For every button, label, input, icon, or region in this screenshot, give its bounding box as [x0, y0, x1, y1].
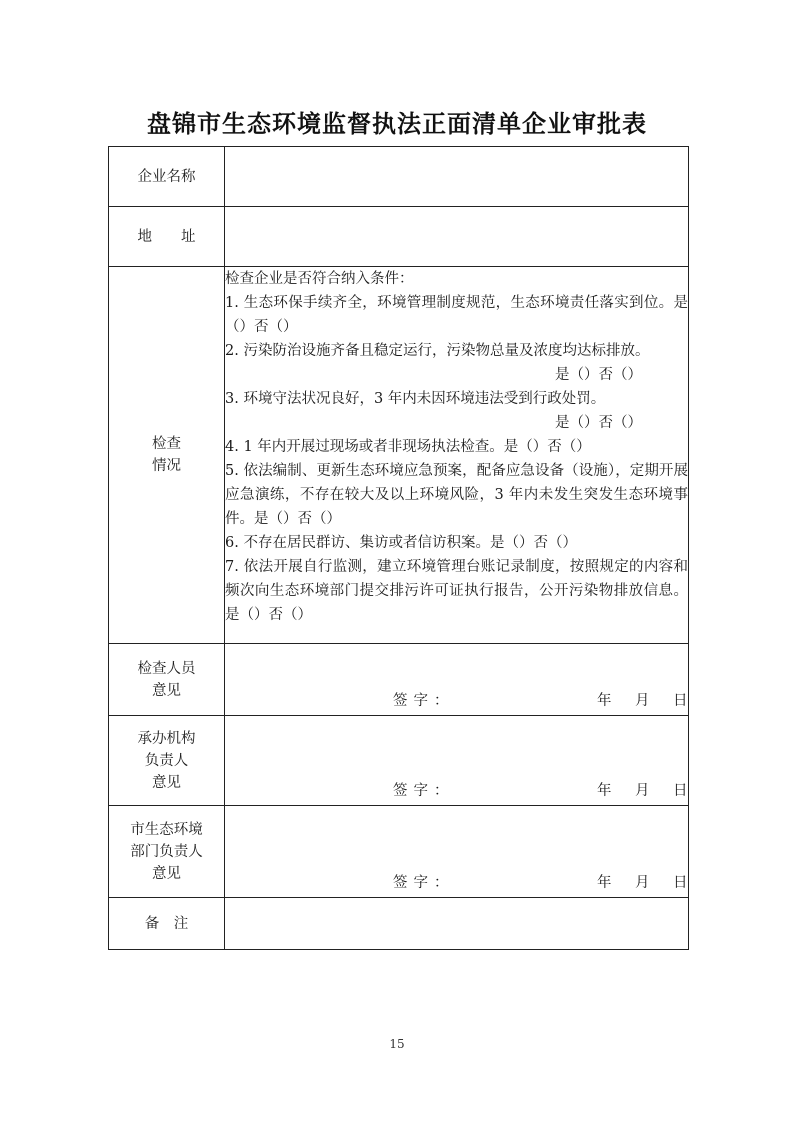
- address-label: 地 址: [109, 207, 225, 267]
- row-address: [109, 207, 689, 267]
- agency-opinion-label-line-3: 意见: [152, 774, 181, 791]
- inspector-opinion-label-line-1: 检查人员: [137, 660, 196, 677]
- remark-field[interactable]: [225, 898, 689, 950]
- dept-opinion-label-line-1: 市生态环境: [130, 821, 203, 838]
- inspector-opinion-field[interactable]: [225, 644, 689, 716]
- inspection-item-7: 7. 依法开展自行监测，建立环境管理台账记录制度，按照规定的内容和频次向生态环境部门提交排污许可证执行报告，公开污染物排放信息。是（）否（）: [225, 559, 688, 623]
- inspection-label-line-2: 情况: [152, 458, 181, 474]
- agency-opinion-label: [109, 716, 225, 806]
- dept-opinion-label: [109, 806, 225, 898]
- dept-opinion-label-line-2: 部门负责人: [130, 843, 203, 860]
- day-label: 日: [673, 875, 688, 891]
- row-dept-opinion: [109, 806, 689, 898]
- remark-label: 备 注: [109, 898, 225, 950]
- inspection-label-line-1: 检查: [152, 436, 181, 452]
- row-inspection: [109, 267, 689, 644]
- inspection-item-2: 2. 污染防治设施齐备且稳定运行，污染物总量及浓度均达标排放。: [225, 343, 650, 359]
- inspection-item-1: 1. 生态环保手续齐全，环境管理制度规范，生态环境责任落实到位。是（）否（）: [225, 295, 688, 335]
- form-title: 盘锦市生态环境监督执法正面清单企业审批表: [147, 110, 647, 138]
- signature-label: 签字：: [393, 875, 455, 891]
- inspection-content: [225, 267, 689, 644]
- inspection-item-3: 3. 环境守法状况良好，3 年内未因环境违法受到行政处罚。: [225, 391, 606, 407]
- approval-form-table: [108, 146, 689, 950]
- agency-opinion-label-line-2: 负责人: [144, 752, 189, 769]
- row-remark: [109, 898, 689, 950]
- signature-line: [225, 871, 688, 893]
- agency-opinion-field[interactable]: [225, 716, 689, 806]
- signature-label: 签字：: [393, 783, 455, 799]
- row-inspector-opinion: [109, 644, 689, 716]
- enterprise-name-field[interactable]: [225, 147, 689, 207]
- year-label: 年: [597, 783, 612, 799]
- address-field[interactable]: [225, 207, 689, 267]
- inspection-item-4: 4. 1 年内开展过现场或者非现场执法检查。是（）否（）: [225, 439, 591, 455]
- inspection-label: [109, 267, 225, 644]
- day-label: 日: [673, 783, 688, 799]
- row-agency-opinion: [109, 716, 689, 806]
- inspection-item-6: 6. 不存在居民群访、集访或者信访积案。是（）否（）: [225, 535, 577, 551]
- page-number: 15: [389, 1037, 405, 1051]
- inspection-item-3-answer[interactable]: 是（）否（）: [555, 415, 642, 431]
- inspector-opinion-label: [109, 644, 225, 716]
- month-label: 月: [635, 875, 650, 891]
- signature-line: [225, 779, 688, 801]
- signature-line: [225, 689, 688, 711]
- dept-opinion-field[interactable]: [225, 806, 689, 898]
- dept-opinion-label-line-3: 意见: [152, 865, 181, 882]
- inspection-intro: 检查企业是否符合纳入条件：: [225, 271, 414, 287]
- month-label: 月: [635, 693, 650, 709]
- inspection-item-5: 5. 依法编制、更新生态环境应急预案，配备应急设备（设施），定期开展应急演练，不存在较大及以上环境风险，3 年内未发生突发生态环境事件。是（）否（）: [225, 463, 688, 527]
- agency-opinion-label-line-1: 承办机构: [137, 730, 196, 747]
- year-label: 年: [597, 693, 612, 709]
- row-enterprise-name: [109, 147, 689, 207]
- inspection-item-2-answer[interactable]: 是（）否（）: [555, 367, 642, 383]
- inspector-opinion-label-line-2: 意见: [152, 682, 181, 699]
- month-label: 月: [635, 783, 650, 799]
- year-label: 年: [597, 875, 612, 891]
- enterprise-name-label: 企业名称: [109, 147, 225, 207]
- signature-label: 签字：: [393, 693, 455, 709]
- day-label: 日: [673, 693, 688, 709]
